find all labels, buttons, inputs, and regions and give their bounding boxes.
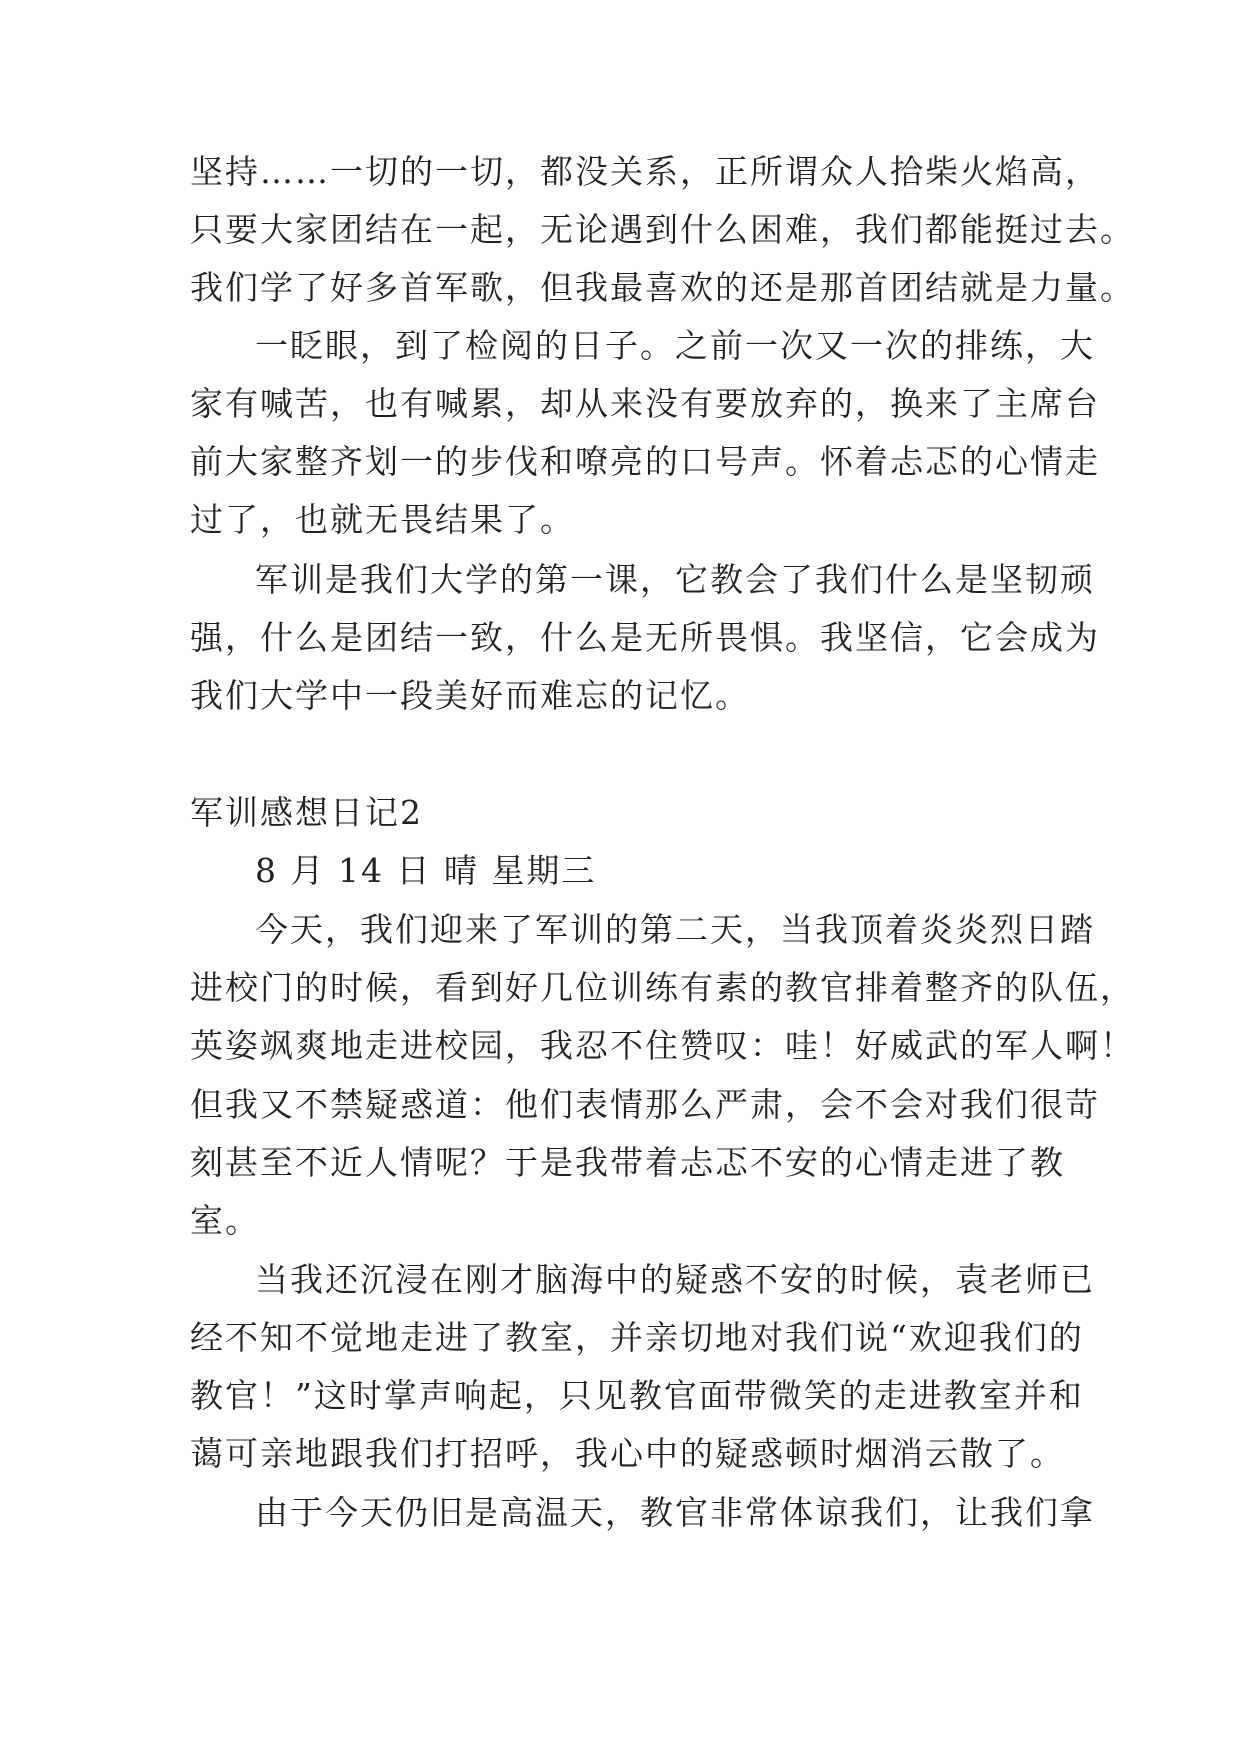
text-line: 家有喊苦，也有喊累，却从来没有要放弃的，换来了主席台 [190, 384, 1100, 423]
text-line: 强，什么是团结一致，什么是无所畏惧。我坚信，它会成为 [190, 618, 1100, 657]
paragraph-start-line: 今天，我们迎来了军训的第二天，当我顶着炎炎烈日踏 [255, 910, 1095, 949]
paragraph-start-line: 一眨眼，到了检阅的日子。之前一次又一次的排练，大 [255, 326, 1095, 365]
text-line: 坚持……一切的一切，都没关系，正所谓众人拾柴火焰高， [190, 152, 1100, 191]
paragraph-start-line: 当我还沉浸在刚才脑海中的疑惑不安的时候，袁老师已 [255, 1260, 1095, 1299]
text-line: 但我又不禁疑惑道：他们表情那么严肃，会不会对我们很苛 [190, 1085, 1100, 1124]
section-title: 军训感想日记2 [190, 793, 423, 832]
text-line: 教官！”这时掌声响起，只见教官面带微笑的走进教室并和 [190, 1376, 1084, 1415]
text-line: 蔼可亲地跟我们打招呼，我心中的疑惑顿时烟消云散了。 [190, 1434, 1065, 1473]
text-line: 前大家整齐划一的步伐和嘹亮的口号声。怀着忐忑的心情走 [190, 442, 1100, 481]
text-line: 刻甚至不近人情呢？于是我带着忐忑不安的心情走进了教 [190, 1143, 1065, 1182]
text-line: 我们大学中一段美好而难忘的记忆。 [190, 676, 750, 715]
paragraph-start-line: 由于今天仍旧是高温天，教官非常体谅我们，让我们拿 [255, 1493, 1095, 1532]
text-line: 过了，也就无畏结果了。 [190, 500, 575, 539]
text-line: 经不知不觉地走进了教室，并亲切地对我们说“欢迎我们的 [190, 1318, 1084, 1357]
text-line: 进校门的时候，看到好几位训练有素的教官排着整齐的队伍， [190, 968, 1135, 1007]
text-line: 我们学了好多首军歌，但我最喜欢的还是那首团结就是力量。 [190, 268, 1135, 307]
text-line: 室。 [190, 1201, 260, 1240]
paragraph-start-line: 军训是我们大学的第一课，它教会了我们什么是坚韧顽 [255, 560, 1095, 599]
diary-date-line: 8 月 14 日 晴 星期三 [255, 851, 597, 890]
text-line: 只要大家团结在一起，无论遇到什么困难，我们都能挺过去。 [190, 210, 1135, 249]
text-line: 英姿飒爽地走进校园，我忍不住赞叹：哇！好威武的军人啊！ [190, 1026, 1135, 1065]
